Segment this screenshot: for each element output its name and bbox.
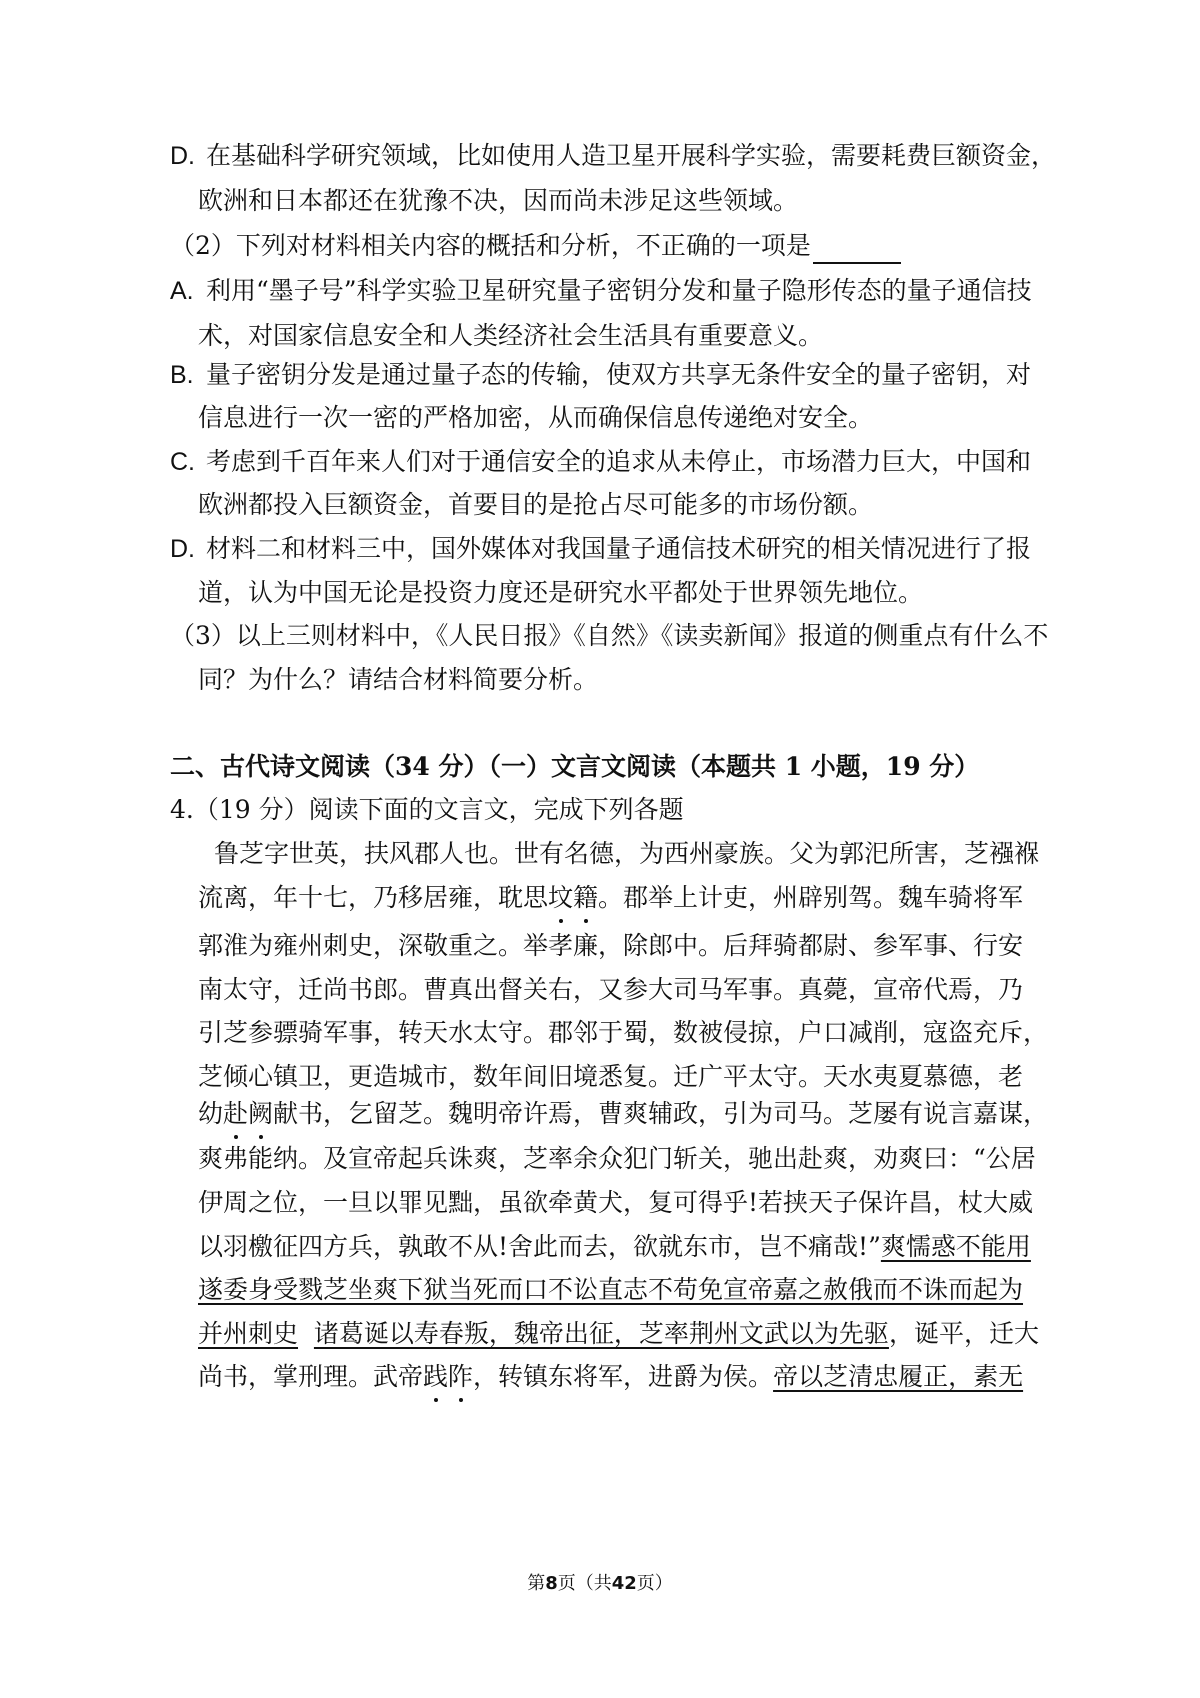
option-letter: B. (170, 361, 194, 389)
q2-option-d-line2: 道，认为中国无论是投资力度还是研究水平都处于世界领先地位。 (198, 578, 924, 607)
passage-line-underlined: 遂委身受戮芝坐爽下狱当死而口不讼直志不苟免宣帝嘉之赦俄而不诛而起为 (198, 1275, 1024, 1304)
current-page-number: 8 (545, 1573, 558, 1594)
q1-option-d-line2: 欧洲和日本都还在犹豫不决，因而尚未涉足这些领域。 (198, 186, 799, 215)
option-letter: A. (170, 277, 194, 305)
q2-option-b-line2: 信息进行一次一密的严格加密，从而确保信息传递绝对安全。 (198, 403, 874, 432)
underlined-text: 诸葛诞以寿春叛，魏帝出征，芝率荆州文武以为先驱 (313, 1319, 889, 1348)
passage-line: 流离，年十七，乃移居雍，耽思坟籍。郡举上计吏，州辟别驾。魏车骑将军 (198, 880, 1023, 916)
option-text: 材料二和材料三中，国外媒体对我国量子通信技术研究的相关情况进行了报 (206, 534, 1032, 563)
option-text: 在基础科学研究领域，比如使用人造卫星开展科学实验，需要耗费巨额资金， (206, 141, 1057, 170)
q3-line1: （3）以上三则材料中，《人民日报》《自然》《读卖新闻》报道的侧重点有什么不 (170, 621, 1049, 650)
option-text: 量子密钥分发是通过量子态的传输，使双方共享无条件安全的量子密钥，对 (206, 360, 1032, 389)
answer-blank (813, 236, 901, 264)
emphasis-dot-char: 坟 (548, 880, 573, 916)
passage-line: 南太守，迁尚书郎。曹真出督关右，又参大司马军事。真薨，宣帝代焉，乃 (198, 975, 1024, 1004)
q2-option-c-line2: 欧洲都投入巨额资金，首要目的是抢占尽可能多的市场份额。 (198, 490, 874, 519)
underlined-text: 帝以芝清忠履正，素无 (773, 1362, 1024, 1391)
option-letter: D. (170, 535, 195, 563)
emphasis-dot-char: 践 (423, 1359, 448, 1395)
emphasis-dot-char: 赴 (223, 1096, 248, 1132)
passage-line: 爽弗能纳。及宣帝起兵诛爽，芝率余众犯门斩关，驰出赴爽，劝爽曰：“公居 (198, 1144, 1036, 1173)
page-footer: 第8页（共42页） (527, 1573, 673, 1594)
emphasis-dot-char: 籍 (573, 880, 598, 916)
option-letter: D. (170, 142, 195, 170)
emphasis-dot-char: 阼 (448, 1359, 473, 1395)
passage-line: 并州刺史 诸葛诞以寿春叛，魏帝出征，芝率荆州文武以为先驱，诞平，迁大 (198, 1319, 1039, 1348)
passage-line: 郭淮为雍州刺史，深敬重之。举孝廉，除郎中。后拜骑都尉、参军事、行安 (198, 931, 1024, 960)
q2-option-a-line1 (170, 273, 1032, 309)
passage-line: 芝倾心镇卫，更造城市，数年间旧境悉复。迁广平太守。天水夷夏慕德，老 (198, 1062, 1024, 1091)
passage-line: 尚书，掌刑理。武帝践阼，转镇东将军，进爵为侯。帝以芝清忠履正，素无 (198, 1359, 1023, 1395)
q4-stem: 4.（19 分）阅读下面的文言文，完成下列各题 (170, 795, 684, 824)
emphasis-dot-char: 阙 (248, 1096, 273, 1132)
q3-line2: 同？为什么？请结合材料简要分析。 (198, 665, 599, 694)
total-pages-number: 42 (611, 1573, 637, 1594)
passage-line: 鲁芝字世英，扶风郡人也。世有名德，为西州豪族。父为郭汜所害，芝襁褓 (214, 839, 1040, 868)
option-text: 利用“墨子号”科学实验卫星研究量子密钥分发和量子隐形传态的量子通信技 (206, 276, 1032, 305)
q1-option-d-line1 (170, 138, 1056, 174)
option-letter: C. (170, 448, 195, 476)
q2-stem-text: （2）下列对材料相关内容的概括和分析，不正确的一项是 (170, 231, 811, 260)
q2-option-d-line1 (170, 531, 1031, 567)
q2-option-c-line1 (170, 444, 1031, 480)
q2-option-b-line1 (170, 357, 1031, 393)
option-text: 考虑到千百年来人们对于通信安全的追求从未停止，市场潜力巨大，中国和 (206, 447, 1032, 476)
q2-option-a-line2: 术，对国家信息安全和人类经济社会生活具有重要意义。 (198, 321, 824, 350)
passage-line: 伊周之位，一旦以罪见黜，虽欲牵黄犬，复可得乎!若挟天子保许昌，杖大威 (198, 1188, 1034, 1217)
passage-line: 幼赴阙献书，乞留芝。魏明帝许焉，曹爽辅政，引为司马。芝屡有说言嘉谋， (198, 1096, 1048, 1132)
passage-line: 引芝参骠骑军事，转天水太守。郡邻于蜀，数被侵掠，户口减削，寇盗充斥， (198, 1018, 1049, 1047)
underlined-text: 并州刺史 (198, 1319, 299, 1348)
q2-stem (170, 228, 901, 264)
passage-line: 以羽檄征四方兵，孰敢不从!舍此而去，欲就东市，岂不痛哉!”爽懦惑不能用 (198, 1232, 1031, 1261)
underlined-text: 爽懦惑不能用 (880, 1232, 1031, 1261)
section-heading: 二、古代诗文阅读（34 分）（一）文言文阅读（本题共 1 小题，19 分） (170, 752, 980, 781)
